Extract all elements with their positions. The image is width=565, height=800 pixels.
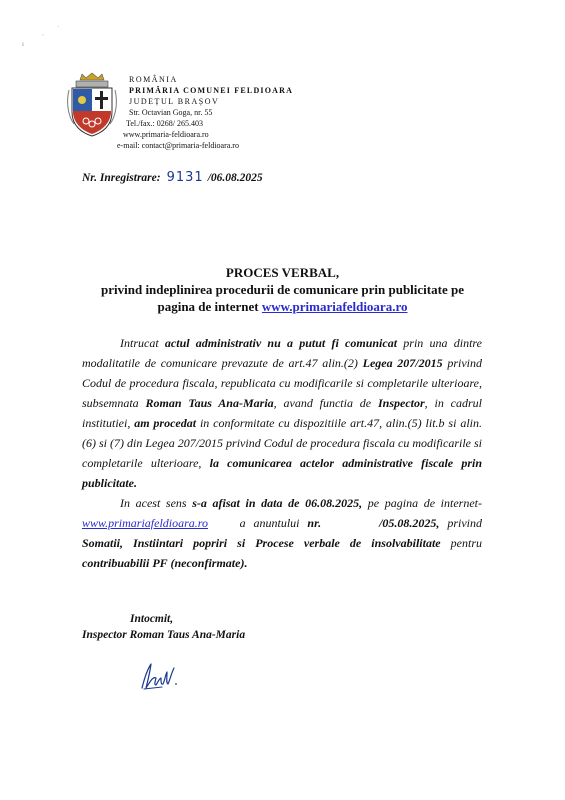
handwritten-signature-icon — [138, 658, 180, 692]
body-text-bold: Roman Taus Ana-Maria — [145, 396, 274, 410]
body-text-bold: s-a afisat in data de 06.08.2025, — [192, 496, 363, 510]
registration-date: /06.08.2025 — [207, 172, 263, 184]
letterhead-address: Str. Octavian Goga, nr. 55 — [129, 108, 213, 117]
body-text: In acest sens — [120, 496, 193, 510]
body-text-bold: Legea 207/2015 — [362, 356, 443, 370]
signature-name: Inspector Roman Taus Ana-Maria — [82, 629, 246, 641]
letterhead-phone: Tel./fax.: 0268/ 265.403 — [126, 119, 203, 128]
title-line-1: PROCES VERBAL, — [225, 265, 340, 280]
letterhead-website: www.primaria-feldioara.ro — [123, 130, 209, 139]
letterhead-country: ROMÂNIA — [129, 75, 178, 84]
letterhead-institution: PRIMĂRIA COMUNEI FELDIOARA — [129, 86, 294, 95]
title-line-2: privind indeplinirea procedurii de comunicare prin publicitate pe — [101, 282, 464, 297]
scan-speck: ˙ — [57, 25, 60, 33]
registration-number: 9131 — [166, 170, 204, 185]
body-paragraph-1 — [82, 333, 482, 493]
body-text: a anuntului — [239, 516, 308, 530]
body-website-link[interactable]: www.primariafeldioara.ro — [82, 516, 209, 530]
title-website-link[interactable]: www.primariafeldioara.ro — [261, 299, 408, 314]
body-text: privind — [439, 516, 482, 530]
body-text-bold: actul administrativ nu a putut fi comunicat — [164, 336, 398, 350]
body-paragraph-2 — [82, 493, 482, 573]
title-line-3-prefix: pagina de internet — [157, 299, 262, 314]
body-text-bold: /05.08.2025, — [379, 516, 440, 530]
registration-label: Nr. Inregistrare: — [82, 172, 161, 184]
body-text-bold: Inspector — [377, 396, 425, 410]
body-text-bold: la comunicarea actelor administrative fiscale prin publicitate. — [82, 456, 482, 490]
coat-of-arms-icon — [66, 72, 118, 138]
title-line-3 — [0, 298, 565, 315]
body-text: pe pagina de internet- — [362, 496, 482, 510]
body-text: , in cadrul institutiei, — [82, 396, 482, 430]
signature-block — [82, 611, 245, 643]
letterhead-email: e-mail: contact@primaria-feldioara.ro — [117, 141, 239, 150]
body-text: prin una dintre modalitatile de comunicare prevazute de art.47 alin.(2) — [82, 336, 482, 370]
letterhead — [117, 74, 294, 151]
scan-speck: ˎ — [42, 28, 45, 36]
body-text: privind Codul de procedura fiscala, republicata cu modificarile si completarile ulterioare, subsemnata — [82, 356, 482, 410]
body-text: pentru — [440, 536, 482, 550]
body-text: in conformitate cu dispozitiile art.47, alin.(5) lit.b si alin.(6) si (7) din Legea 207/2015 privind Codul de procedura fiscala cu modificarile si completarile ulterioare, — [82, 416, 482, 470]
body-text-bold: am procedat — [134, 416, 197, 430]
document-title — [0, 264, 565, 315]
body-text: Intrucat — [120, 336, 165, 350]
announcement-number-label: nr. — [307, 516, 322, 530]
letterhead-county: JUDEȚUL BRAȘOV — [129, 97, 220, 106]
document-body — [82, 333, 482, 573]
scan-speck: ı — [22, 40, 24, 48]
registration-line — [82, 170, 263, 185]
body-text-bold: contribuabilii PF (neconfirmate). — [82, 556, 248, 570]
body-text: , avand functia de — [273, 396, 378, 410]
body-text-bold: Somatii, Instiintari popriri si Procese verbale de insolvabilitate — [82, 536, 441, 550]
signature-intocmit: Intocmit, — [130, 613, 174, 625]
